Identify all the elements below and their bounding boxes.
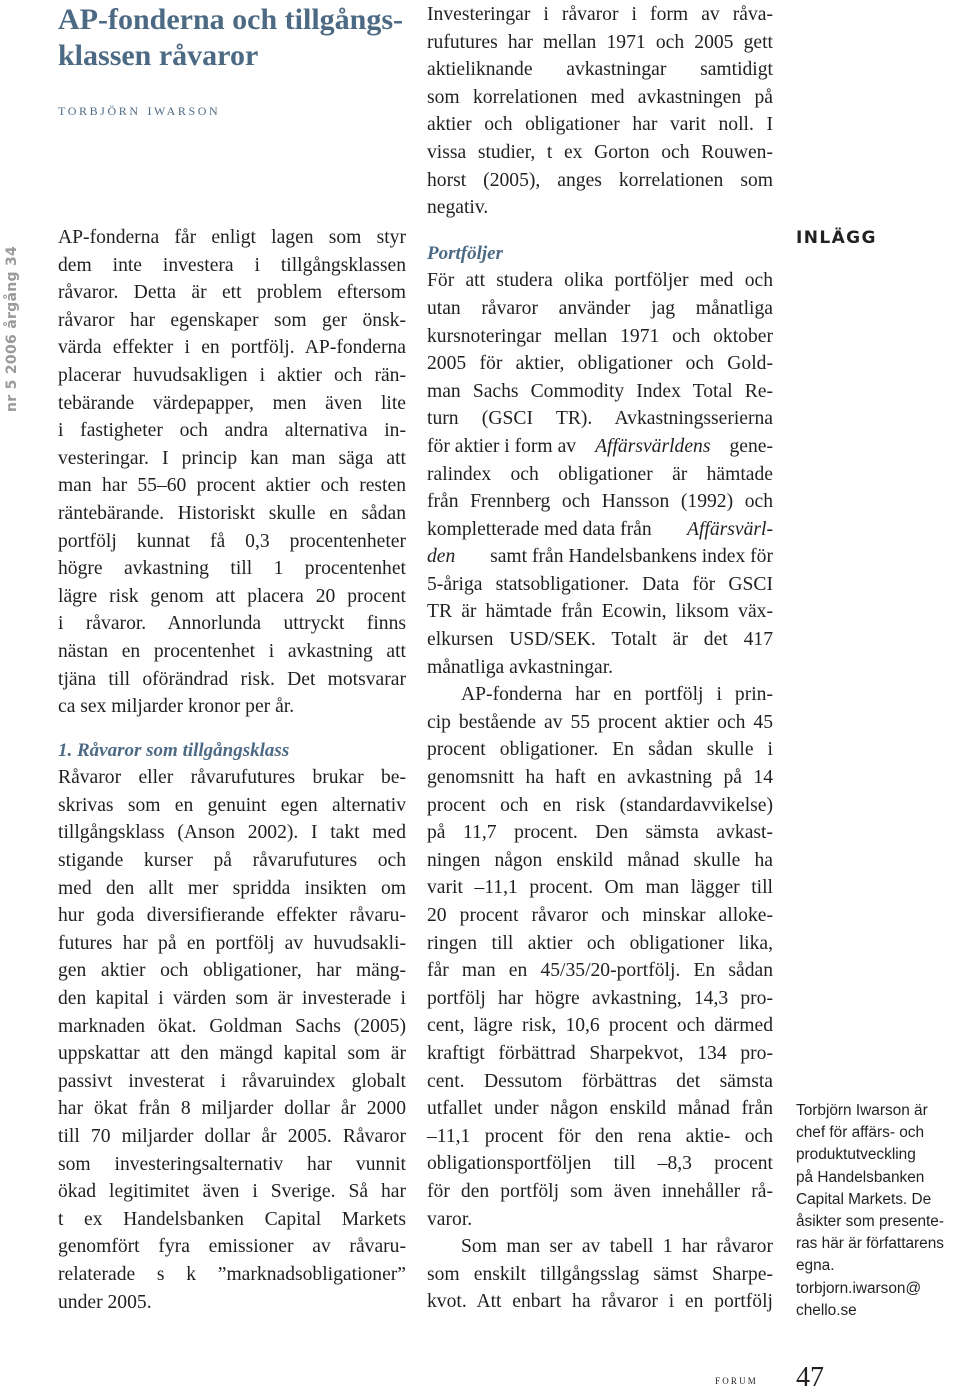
author-email: chello.se [796, 1301, 857, 1319]
text-line: kraftigt förbättrad Sharpekvot, 134 pro- [427, 1042, 773, 1064]
text-line: för den portfölj som även innehåller rå- [427, 1180, 773, 1202]
text-line: Råvaror eller råvarufutures brukar be- [58, 767, 406, 789]
text-line: AP-fonderna har en portfölj i prin- [461, 684, 773, 706]
text-line: kursnoteringar mellan 1971 och oktober [427, 325, 773, 347]
text-line: högre avkastning till 1 procentenhet [58, 558, 406, 580]
text-line: i råvaror. Annorlunda uttryckt finns [58, 613, 406, 635]
text-line [427, 433, 773, 461]
text-line: För att studera olika portföljer med och [427, 270, 773, 292]
journal-name: forum [715, 1372, 759, 1387]
text-line: med den allt mer spridda insikten om [58, 877, 406, 899]
text-line: procent obligationer. En sådan skulle i [427, 739, 773, 761]
page-number: 47 [796, 1362, 824, 1393]
text-line: råvaror. Detta är ett problem eftersom [58, 282, 406, 304]
bio-line: Torbjörn Iwarson är [796, 1102, 928, 1119]
text-line: elkursen USD/SEK. Totalt är det 417 [427, 629, 773, 651]
text-line: gen aktier och obligationer, har mäng- [58, 960, 406, 982]
title-line: klassen råvaror [58, 39, 259, 72]
text-line: får man en 45/35/20-portfölj. En sådan [427, 960, 773, 982]
article-title [58, 2, 418, 74]
title-line: AP-fonderna och tillgångs- [58, 3, 403, 36]
text-line [427, 543, 773, 571]
text-line: ningen någon enskild månad skulle ha [427, 849, 773, 871]
text-line: ralindex och obligationer är hämtade [427, 463, 773, 485]
text-line: räntebärande. Historiskt skulle en sådan [58, 502, 406, 524]
text-line: kvot. Att enbart ha råvaror i en portfölj [427, 1291, 773, 1313]
text-line: utan råvaror använder jag månatliga [427, 297, 773, 319]
bio-line: egna. [796, 1257, 835, 1275]
text-line: cent. Dessutom förbättras det sämsta [427, 1070, 773, 1092]
text-line: negativ. [427, 197, 489, 219]
text-line: som korrelationen med avkastningen på [427, 86, 773, 108]
publication-name: Affärsvärldens [595, 435, 711, 457]
text-line: genomsnitt ha haft en avkastning på 14 [427, 767, 773, 789]
text-line: tillgångsklass (Anson 2002). I takt med [58, 822, 406, 844]
text-line: 2005 för aktier, obligationer och Gold- [427, 353, 773, 375]
text-line: cent, lägre risk, 10,6 procent och därmed [427, 1015, 773, 1037]
text-line: man Sachs Commodity Index Total Re- [427, 380, 773, 402]
text-line: lägre risk genom att placera 20 procent [58, 585, 406, 607]
text-line: under 2005. [58, 1291, 152, 1313]
text-fragment: gene- [729, 435, 773, 457]
text-line: genomfört fyra emissioner av råvaru- [58, 1236, 406, 1258]
text-line: råvaror har egenskaper som ger önsk- [58, 309, 406, 331]
text-line: skrivas som en genuint egen alternativ [58, 794, 406, 816]
author-bio [796, 1100, 960, 1322]
text-line: hur goda diversifierande effekter råvaru- [58, 905, 406, 927]
text-line: från Frennberg och Hansson (1992) och [427, 491, 773, 513]
text-line: placerar huvudsakligen i aktier och rän- [58, 364, 406, 386]
text-line: 20 procent råvaror och minskar alloke- [427, 905, 773, 926]
text-line [427, 516, 773, 544]
text-line: värda effekter i en portfölj. AP-fonderna [58, 337, 406, 359]
text-line: aktier och obligationer har varit noll. I [427, 114, 773, 136]
intro-paragraph [58, 224, 406, 721]
text-line: till 70 miljarder dollar år 2005. Råvaror [58, 1126, 406, 1147]
text-line: portfölj har högre avkastning, 14,3 pro- [427, 987, 773, 1009]
text-column-left [58, 224, 406, 1316]
issue-label: nr 5 2006 årgång 34 [4, 245, 20, 412]
publication-name: Affärsvärl- [687, 518, 773, 540]
text-line: –11,1 procent för den rena aktie- och [427, 1125, 773, 1147]
text-line: som investeringsalternativ har vunnit [58, 1153, 406, 1175]
body-paragraph [427, 267, 773, 681]
text-line: portfölj kunnat få 0,3 procentenheter [58, 530, 406, 552]
text-line: månatliga avkastningar. [427, 656, 614, 678]
text-line: horst (2005), anges korrelationen som [427, 169, 773, 191]
text-line: passivt investerat i råvaruindex globalt [58, 1070, 406, 1092]
text-line: t ex Handelsbanken Capital Markets [58, 1208, 406, 1230]
bio-line: åsikter som presente- [796, 1213, 944, 1231]
body-paragraph [427, 1233, 773, 1316]
text-line: vesteringar. I princip kan man säga att [58, 447, 406, 469]
intro-paragraph [427, 1, 773, 222]
text-line: den kapital i värden som är investerade i [58, 988, 406, 1010]
text-line: utfallet under någon enskild månad från [427, 1098, 773, 1120]
bio-line: chef för affärs- och [796, 1124, 925, 1142]
text-line: stigande kurser på råvarufutures och [58, 850, 406, 872]
text-line: har ökat från 8 miljarder dollar år 2000 [58, 1098, 406, 1120]
bio-line: Capital Markets. De [796, 1190, 932, 1208]
text-fragment: för aktier i form av [427, 435, 577, 457]
text-fragment: samt från Handelsbankens index för [490, 546, 773, 568]
text-line: som enskilt tillgångsslag sämst Sharpe- [427, 1263, 773, 1285]
text-line: obligationsportföljen till –8,3 procent [427, 1153, 773, 1175]
bio-line: produktutveckling [796, 1146, 916, 1164]
text-line: på 11,7 procent. Den sämsta avkast- [427, 822, 773, 844]
text-fragment: kompletterade med data från [427, 518, 652, 540]
section-heading: 1. Råvaror som tillgångsklass [58, 739, 290, 761]
text-line: relaterade s k ”marknadsobligationer” [58, 1263, 406, 1285]
text-line: Som man ser av tabell 1 har råvaror [461, 1236, 773, 1258]
text-line: varit –11,1 procent. Om man lägger till [427, 877, 773, 899]
text-line: vissa studier, t ex Gorton och Rouwen- [427, 141, 773, 163]
author-email: torbjorn.iwarson@ [796, 1279, 922, 1297]
section-tag: INLÄGG [796, 228, 877, 248]
text-line: marknaden ökat. Goldman Sachs (2005) [58, 1015, 406, 1037]
text-line: i fastigheter och andra alternativa in- [58, 420, 406, 442]
text-line: TR är hämtade från Ecowin, liksom väx- [427, 601, 773, 623]
text-line: ringen till aktier och obligationer lika, [427, 932, 773, 954]
text-column-right [427, 1, 773, 1316]
body-paragraph [427, 681, 773, 1233]
text-line: rufutures har mellan 1971 och 2005 gett [427, 31, 773, 53]
text-line: ca sex miljarder kronor per år. [58, 696, 295, 718]
text-line: dem inte investera i tillgångsklassen [58, 254, 406, 276]
text-line: cip bestående av 55 procent aktier och 45 [427, 711, 773, 733]
text-line: uppskattar att den mängd kapital som är [58, 1043, 406, 1065]
text-line: tebärande värdepapper, men även lite [58, 392, 406, 414]
text-line: aktieliknande avkastningar samtidigt [427, 59, 773, 81]
text-line: ökad legitimitet även i Sverige. Så har [58, 1181, 406, 1203]
text-line: turn (GSCI TR). Avkastningsserierna [427, 408, 773, 430]
author-byline: torbjörn iwarson [58, 100, 221, 119]
text-line: varor. [427, 1208, 473, 1230]
text-line: AP-fonderna får enligt lagen som styr [58, 227, 406, 248]
text-line: nästan en procentenhet i avkastning att [58, 640, 406, 662]
body-paragraph [58, 764, 406, 1316]
section-heading: Portföljer [427, 242, 503, 264]
bio-line: ras här är författarens [796, 1235, 944, 1253]
publication-name: den [427, 546, 456, 568]
text-line: procent och en risk (standardavvikelse) [427, 794, 773, 816]
text-line: futures har på en portfölj av huvudsakli- [58, 932, 406, 954]
text-line: tjäna till oförändrad risk. Det motsvarar [58, 668, 406, 690]
text-line: man har 55–60 procent aktier och resten [58, 475, 406, 497]
text-line: Investeringar i råvaror i form av råva- [427, 4, 773, 25]
text-line: 5-åriga statsobligationer. Data för GSCI [427, 573, 773, 595]
bio-line: på Handelsbanken [796, 1168, 925, 1186]
